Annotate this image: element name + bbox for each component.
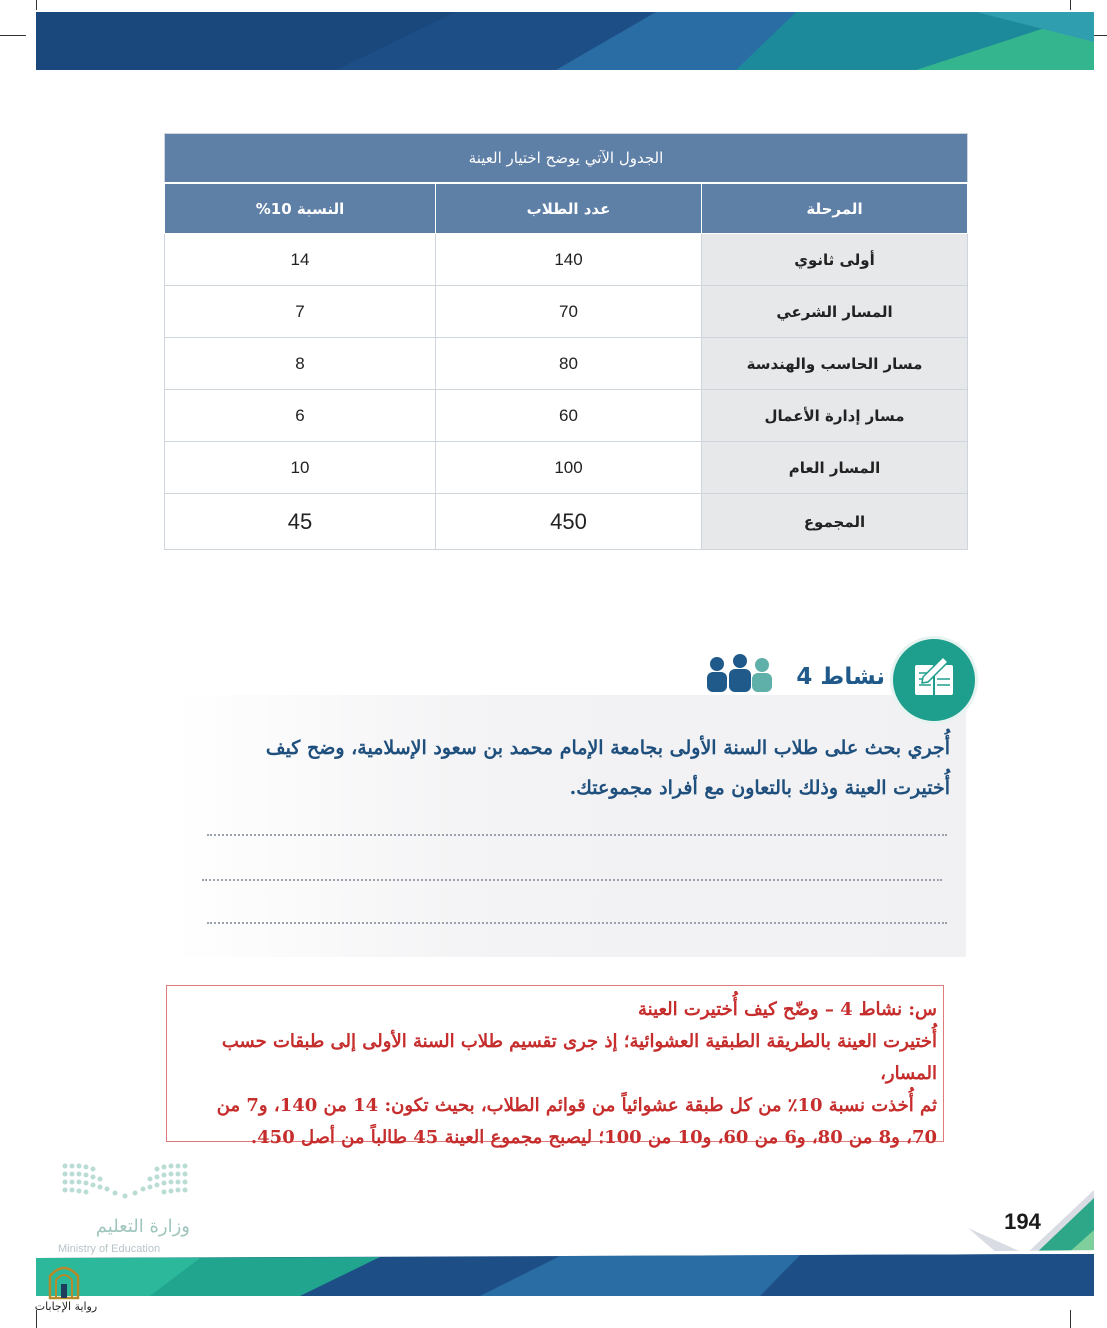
cell-stage: مسار إدارة الأعمال: [702, 390, 968, 442]
answer-text: [175, 994, 937, 1154]
answer-box: [166, 985, 944, 1148]
cell-stage: المسار العام: [702, 442, 968, 494]
table-row: [165, 234, 968, 286]
cell-count: 140: [436, 234, 702, 286]
activity-line-1: أُجري بحث على طلاب السنة الأولى بجامعة الإمام محمد بن سعود الإسلامية، وضح كيف: [265, 737, 950, 759]
top-banner: [36, 12, 1094, 70]
cell-count: 60: [436, 390, 702, 442]
cell-total-label: المجموع: [702, 494, 968, 550]
watermark-mosque-icon: [44, 1258, 84, 1300]
activity-title: نشاط 4: [796, 664, 885, 690]
answer-line: [202, 879, 942, 881]
cell-ratio: 14: [165, 234, 436, 286]
cell-ratio: 6: [165, 390, 436, 442]
table-row: [165, 390, 968, 442]
answer-question: س: نشاط 4 – وضّح كيف أُختيرت العينة: [637, 999, 937, 1020]
cell-total-ratio: 45: [165, 494, 436, 550]
sample-selection-table: [164, 133, 968, 550]
ministry-name-ar: وزارة التعليم: [95, 1216, 190, 1237]
cell-total-count: 450: [436, 494, 702, 550]
group-people-icon: [704, 653, 776, 693]
cell-stage: المسار الشرعي: [702, 286, 968, 338]
cell-ratio: 8: [165, 338, 436, 390]
header-ratio: النسبة 10%: [165, 183, 436, 234]
crop-mark: [36, 0, 37, 10]
cell-count: 100: [436, 442, 702, 494]
table-header-row: [165, 183, 968, 234]
table-total-row: [165, 494, 968, 550]
cell-stage: أولى ثانوي: [702, 234, 968, 286]
answer-line: 70، و8 من 80، و6 من 60، و10 من 100؛ ليصبح مجموع العينة 45 طالباً من أصل 450.: [250, 1127, 937, 1148]
header-count: عدد الطلاب: [436, 183, 702, 234]
activity-prompt: [195, 728, 950, 808]
answer-line: [207, 834, 947, 836]
table-row: [165, 286, 968, 338]
crop-mark: [0, 35, 26, 36]
table-row: [165, 442, 968, 494]
answer-line: ثم أُخذت نسبة 10٪ من كل طبقة عشوائياً من قوائم الطلاب، بحيث تكون: 14 من 140، و7 من: [216, 1095, 937, 1116]
table-caption-row: [165, 134, 968, 184]
activity-notebook-icon: [890, 636, 978, 724]
crop-mark: [1070, 0, 1071, 10]
bottom-banner: [0, 1250, 1107, 1310]
ministry-name-en: Ministry of Education: [58, 1243, 161, 1255]
activity-line-2: أُختيرت العينة وذلك بالتعاون مع أفراد مجموعتك.: [569, 777, 950, 799]
table-row: [165, 338, 968, 390]
answer-line: أُختيرت العينة بالطريقة الطبقية العشوائية؛ إذ جرى تقسيم طلاب السنة الأولى إلى طبقات حسب المسار،: [221, 1031, 937, 1084]
answer-line: [207, 922, 947, 924]
cell-ratio: 10: [165, 442, 436, 494]
cell-ratio: 7: [165, 286, 436, 338]
header-stage: المرحلة: [702, 183, 968, 234]
cell-count: 80: [436, 338, 702, 390]
watermark-text: رواية الإجابات: [34, 1300, 98, 1313]
page-number: 194: [1004, 1209, 1041, 1234]
table-caption: الجدول الآتي يوضح اختيار العينة: [165, 134, 968, 184]
cell-count: 70: [436, 286, 702, 338]
crop-mark: [1070, 1308, 1071, 1328]
cell-stage: مسار الحاسب والهندسة: [702, 338, 968, 390]
